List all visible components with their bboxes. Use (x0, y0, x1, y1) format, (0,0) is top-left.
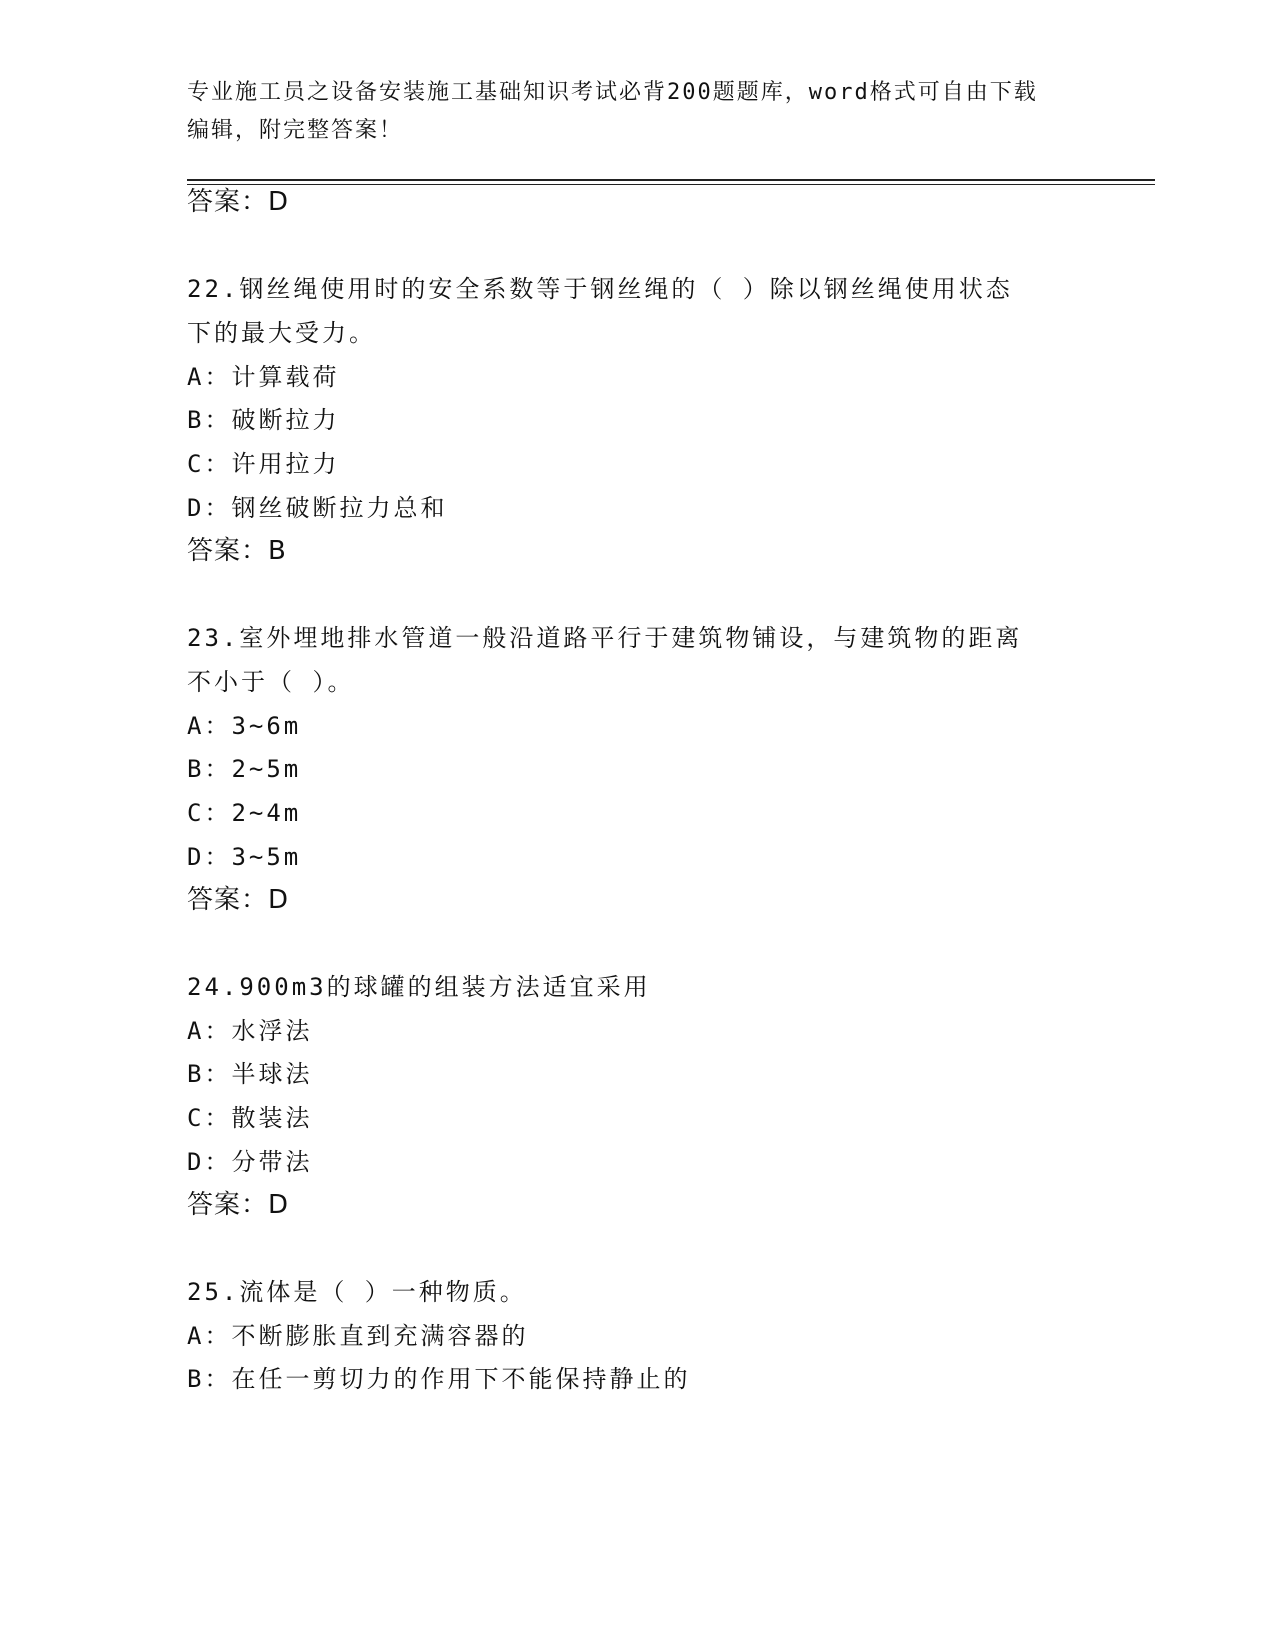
question-24-answer: 答案：D (187, 1190, 290, 1220)
question-23-option-c: C：2~4m (187, 799, 302, 827)
header-line-2: 编辑，附完整答案！ (187, 118, 404, 143)
question-22-text-cont: 下的最大受力。 (187, 319, 376, 347)
header-line-1: 专业施工员之设备安装施工基础知识考试必背200题题库，word格式可自由下载 (187, 80, 1038, 105)
answer-line: 答案：D (187, 187, 290, 217)
question-23-option-a: A：3~6m (187, 712, 302, 740)
question-24-option-b: B：半球法 (187, 1060, 313, 1088)
question-23-text-cont: 不小于（ ）。 (187, 668, 355, 696)
question-22-option-d: D：钢丝破断拉力总和 (187, 494, 448, 522)
question-23-option-b: B：2~5m (187, 755, 302, 783)
question-22-option-c: C：许用拉力 (187, 450, 340, 478)
question-23-option-d: D：3~5m (187, 843, 302, 871)
question-25-option-a: A：不断膨胀直到充满容器的 (187, 1322, 529, 1350)
header-rule-thick (187, 179, 1155, 181)
question-24-option-a: A：水浮法 (187, 1017, 313, 1045)
question-22-answer: 答案：B (187, 536, 287, 566)
question-22-text: 22.钢丝绳使用时的安全系数等于钢丝绳的（ ）除以钢丝绳使用状态 (187, 275, 1013, 303)
question-25-text: 25.流体是（ ）一种物质。 (187, 1278, 527, 1306)
question-22-option-b: B：破断拉力 (187, 406, 340, 434)
question-24-option-d: D：分带法 (187, 1148, 313, 1176)
question-24-text: 24.900m3的球罐的组装方法适宜采用 (187, 973, 651, 1001)
header-rule-thin (187, 184, 1155, 185)
document-header (187, 74, 1087, 150)
question-23-text: 23.室外埋地排水管道一般沿道路平行于建筑物铺设，与建筑物的距离 (187, 624, 1023, 652)
question-22-option-a: A：计算载荷 (187, 363, 340, 391)
question-23-answer: 答案：D (187, 885, 290, 915)
question-24-option-c: C：散装法 (187, 1104, 313, 1132)
question-25-option-b: B：在任一剪切力的作用下不能保持静止的 (187, 1365, 691, 1393)
